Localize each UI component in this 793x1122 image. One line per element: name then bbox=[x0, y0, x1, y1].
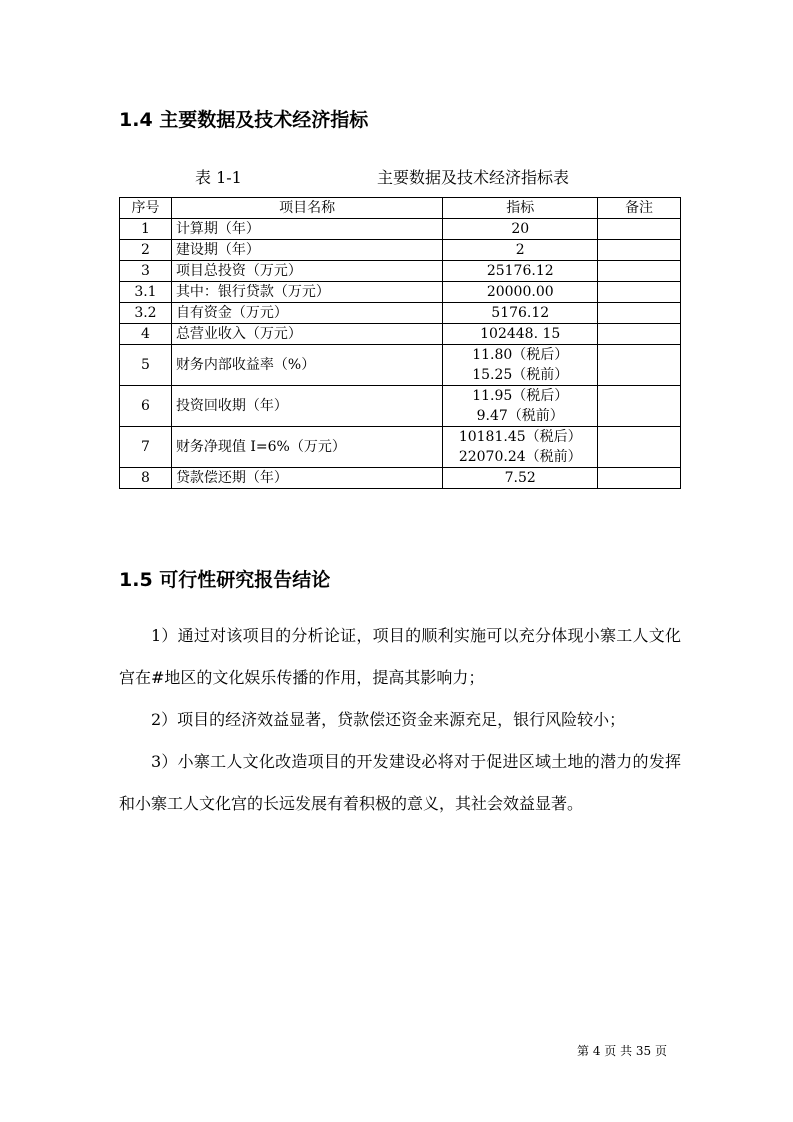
note bbox=[598, 345, 681, 386]
value-line: 5176.12 bbox=[491, 305, 550, 321]
table-row bbox=[120, 345, 681, 386]
indicator-value bbox=[443, 468, 598, 489]
paragraph: 1）通过对该项目的分析论证，项目的顺利实施可以充分体现小寨工人文化宫在#地区的文化娱乐传播的作用，提高其影响力； bbox=[119, 626, 681, 687]
value-line: 10181.45（税后） bbox=[458, 429, 582, 445]
row-number: 7 bbox=[120, 427, 172, 468]
note bbox=[598, 468, 681, 489]
note bbox=[598, 219, 681, 240]
conclusion-paragraphs bbox=[119, 615, 681, 825]
table-caption-title: 主要数据及技术经济指标表 bbox=[377, 168, 570, 187]
indicator-value bbox=[443, 427, 598, 468]
indicator-value bbox=[443, 324, 598, 345]
table-row bbox=[120, 324, 681, 345]
value-line: 7.52 bbox=[504, 470, 536, 486]
item-name: 其中：银行贷款（万元） bbox=[171, 282, 442, 303]
value-line: 102448. 15 bbox=[480, 326, 561, 342]
note bbox=[598, 324, 681, 345]
row-number: 2 bbox=[120, 240, 172, 261]
note bbox=[598, 282, 681, 303]
paragraph: 2）项目的经济效益显著，贷款偿还资金来源充足，银行风险较小； bbox=[151, 710, 626, 729]
item-name: 总营业收入（万元） bbox=[171, 324, 442, 345]
value-line: 11.80（税后） bbox=[472, 347, 569, 363]
table-row bbox=[120, 219, 681, 240]
item-name: 自有资金（万元） bbox=[171, 303, 442, 324]
indicator-value bbox=[443, 345, 598, 386]
table-row bbox=[120, 427, 681, 468]
page-footer: 第 4 页 共 35 页 bbox=[577, 1044, 667, 1058]
table-row bbox=[120, 261, 681, 282]
note bbox=[598, 261, 681, 282]
row-number: 8 bbox=[120, 468, 172, 489]
row-number: 6 bbox=[120, 386, 172, 427]
item-name: 财务内部收益率（%） bbox=[171, 345, 442, 386]
column-header: 备注 bbox=[598, 198, 681, 219]
section-heading-1-4: 1.4 主要数据及技术经济指标 bbox=[119, 109, 369, 131]
indicator-value bbox=[443, 219, 598, 240]
note bbox=[598, 427, 681, 468]
column-header: 指标 bbox=[443, 198, 598, 219]
table-row bbox=[120, 303, 681, 324]
indicator-table bbox=[119, 197, 681, 489]
item-name: 财务净现值 I=6%（万元） bbox=[171, 427, 442, 468]
indicator-value bbox=[443, 282, 598, 303]
table-row bbox=[120, 386, 681, 427]
section-heading-1-5: 1.5 可行性研究报告结论 bbox=[119, 569, 331, 591]
note bbox=[598, 240, 681, 261]
value-line: 15.25（税前） bbox=[472, 367, 569, 383]
row-number: 4 bbox=[120, 324, 172, 345]
table-row bbox=[120, 240, 681, 261]
value-line: 20000.00 bbox=[486, 284, 554, 300]
item-name: 项目总投资（万元） bbox=[171, 261, 442, 282]
value-line: 22070.24（税前） bbox=[458, 449, 582, 465]
row-number: 3.1 bbox=[120, 282, 172, 303]
indicator-value bbox=[443, 261, 598, 282]
table-header-row bbox=[120, 198, 681, 219]
column-header: 项目名称 bbox=[171, 198, 442, 219]
column-header: 序号 bbox=[120, 198, 172, 219]
value-line: 9.47（税前） bbox=[476, 408, 564, 424]
note bbox=[598, 386, 681, 427]
table-caption-number: 表 1-1 bbox=[195, 168, 242, 187]
row-number: 3 bbox=[120, 261, 172, 282]
paragraph: 3）小寨工人文化改造项目的开发建设必将对于促进区域土地的潜力的发挥和小寨工人文化宫的长远发展有着积极的意义，其社会效益显著。 bbox=[119, 752, 681, 813]
row-number: 5 bbox=[120, 345, 172, 386]
indicator-value bbox=[443, 303, 598, 324]
item-name: 建设期（年） bbox=[171, 240, 442, 261]
note bbox=[598, 303, 681, 324]
value-line: 2 bbox=[515, 242, 525, 258]
table-row bbox=[120, 282, 681, 303]
row-number: 1 bbox=[120, 219, 172, 240]
item-name: 计算期（年） bbox=[171, 219, 442, 240]
value-line: 20 bbox=[511, 221, 530, 237]
row-number: 3.2 bbox=[120, 303, 172, 324]
item-name: 投资回收期（年） bbox=[171, 386, 442, 427]
value-line: 25176.12 bbox=[486, 263, 554, 279]
value-line: 11.95（税后） bbox=[472, 388, 569, 404]
table-row bbox=[120, 468, 681, 489]
item-name: 贷款偿还期（年） bbox=[171, 468, 442, 489]
indicator-value bbox=[443, 240, 598, 261]
indicator-value bbox=[443, 386, 598, 427]
